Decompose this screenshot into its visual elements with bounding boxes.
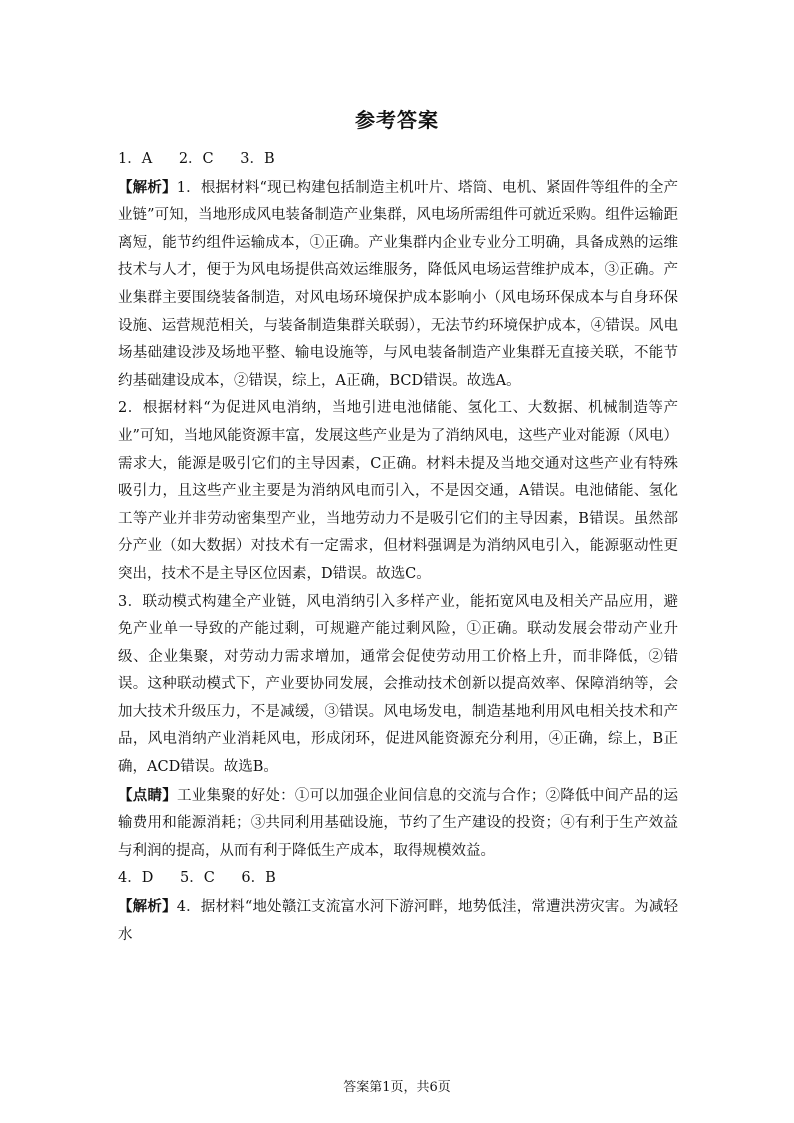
- answer-item: 6．B: [241, 870, 276, 887]
- answer-key-4-6: [118, 865, 678, 893]
- page-footer: 答案第1页，共6页: [343, 1080, 451, 1095]
- analysis-text: 4．据材料“地处赣江支流富水河下游河畔，地势低洼，常遭洪涝灾害。为减轻水: [118, 899, 679, 943]
- comment-text: 工业集聚的好处：①可以加强企业间信息的交流与合作；②降低中间产品的运输费用和能源消耗；③共同利用基础设施，节约了生产建设的投资；④有利于生产效益与利润的提高，从而有利于降低生产成本，取得规模效益。: [118, 787, 679, 859]
- analysis-text: 1．根据材料“现已构建包括制造主机叶片、塔筒、电机、紧固件等组件的全产业链”可知，当地形成风电装备制造产业集群，风电场所需组件可就近采购。组件运输距离短，能节约组件运输成本，①正确。产业集群内企业专业分工明确，具备成熟的运维技术与人才，便于为风电场提供高效运维服务，降低风电场运营维护成本，③正确。产业集群主要围绕装备制造，对风电场环境保护成本影响小（风电场环保成本与自身环保设施、运营规范相关，与装备制造集群关联弱），无法节约环境保护成本，④错误。风电场基础建设涉及场地平整、输电设施等，与风电装备制造产业集群无直接关联，不能节约基础建设成本，②错误，综上，A正确，BCD错误。故选A。: [118, 179, 679, 389]
- comment-tag: 【点睛】: [118, 786, 177, 804]
- answer-key-1-3: [118, 146, 678, 174]
- analysis-question-1: [118, 174, 678, 396]
- answer-item: 4．D: [118, 870, 154, 887]
- answer-item: 1．A: [118, 151, 153, 167]
- analysis-question-2: 2．根据材料“为促进风电消纳，当地引进电池储能、氢化工、大数据、机械制造等产业”可知，当地风能资源丰富，发展这些产业是为了消纳风电，这些产业对能源（风电）需求大，能源是吸引它们的主导因素，C正确。材料未提及当地交通对这些产业有特殊吸引力，且这些产业主要是为消纳风电而引入，不是因交通，A错误。电池储能、氢化工等产业并非劳动密集型产业，当地劳动力不是吸引它们的主导因素，B错误。虽然部分产业（如大数据）对技术有一定需求，但材料强调是为消纳风电引入，能源驱动性更突出，技术不是主导区位因素，D错误。故选C。: [118, 400, 678, 582]
- analysis-question-4: [118, 893, 678, 949]
- analysis-tag: 【解析】: [118, 898, 177, 916]
- answer-item: 2．C: [178, 151, 214, 167]
- answer-content: [118, 146, 678, 949]
- answer-item: 5．C: [179, 870, 215, 887]
- comment-paragraph: [118, 782, 678, 866]
- answer-item: 3．B: [240, 151, 275, 167]
- analysis-tag: 【解析】: [118, 178, 177, 196]
- analysis-question-3: 3．联动模式构建全产业链，风电消纳引入多样产业，能拓宽风电及相关产品应用，避免产业单一导致的产能过剩，可规避产能过剩风险，①正确。联动发展会带动产业升级、企业集聚，对劳动力需求增加，通常会促使劳动用工价格上升，而非降低，②错误。这种联动模式下，产业要协同发展，会推动技术创新以提高效率、保障消纳等，会加大技术升级压力，不是减缓，③错误。风电场发电，制造基地利用风电相关技术和产品，风电消纳产业消耗风电，形成闭环，促进风能资源充分利用，④正确，综上，B正确，ACD错误。故选B。: [118, 593, 678, 776]
- page-title: 参考答案: [355, 108, 439, 132]
